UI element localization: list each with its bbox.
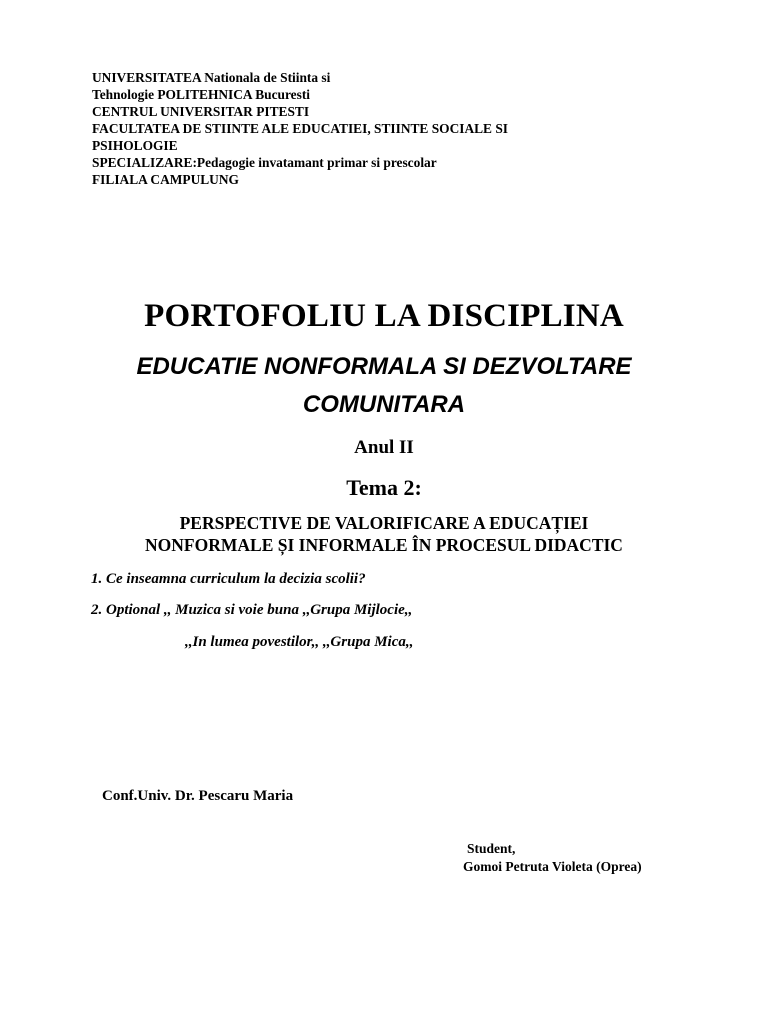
list-item-optional-cont: ,,In lumea povestilor,, ,,Grupa Mica,, (185, 634, 414, 650)
header-line-branch: FILIALA CAMPULUNG (92, 172, 239, 187)
header-line-faculty-cont: PSIHOLOGIE (92, 138, 178, 153)
list-item-optional: 2. Optional ,, Muzica si voie buna ,,Grupa Mijlocie,, (91, 602, 413, 618)
study-year: Anul II (354, 437, 414, 458)
theme-title-line2: NONFORMALE ȘI INFORMALE ÎN PROCESUL DIDACTIC (145, 535, 623, 555)
theme-title-line1: PERSPECTIVE DE VALORIFICARE A EDUCAȚIEI (179, 513, 589, 533)
course-name-line1: EDUCATIE NONFORMALA SI DEZVOLTARE (136, 353, 632, 380)
header-line-faculty: FACULTATEA DE STIINTE ALE EDUCATIEI, STIINTE SOCIALE SI (92, 121, 508, 136)
theme-heading: Tema 2: (346, 475, 422, 500)
student-name: Gomoi Petruta Violeta (Oprea) (463, 859, 642, 874)
header-line-specialization: SPECIALIZARE:Pedagogie invatamant primar si prescolar (92, 155, 437, 170)
coordinator-name: Conf.Univ. Dr. Pescaru Maria (102, 788, 294, 804)
list-item-curriculum: 1. Ce inseamna curriculum la decizia scolii? (91, 571, 366, 587)
document-title: PORTOFOLIU LA DISCIPLINA (144, 298, 624, 334)
header-line-university: UNIVERSITATEA Nationala de Stiinta si (92, 70, 331, 85)
header-line-center: CENTRUL UNIVERSITAR PITESTI (92, 104, 310, 119)
course-name (0, 348, 768, 424)
theme-title (0, 512, 768, 556)
institution-header (92, 69, 712, 188)
course-name-line2: COMUNITARA (302, 391, 466, 418)
header-line-polytechnic: Tehnologie POLITEHNICA Bucuresti (92, 87, 311, 102)
student-label: Student, (467, 841, 516, 856)
